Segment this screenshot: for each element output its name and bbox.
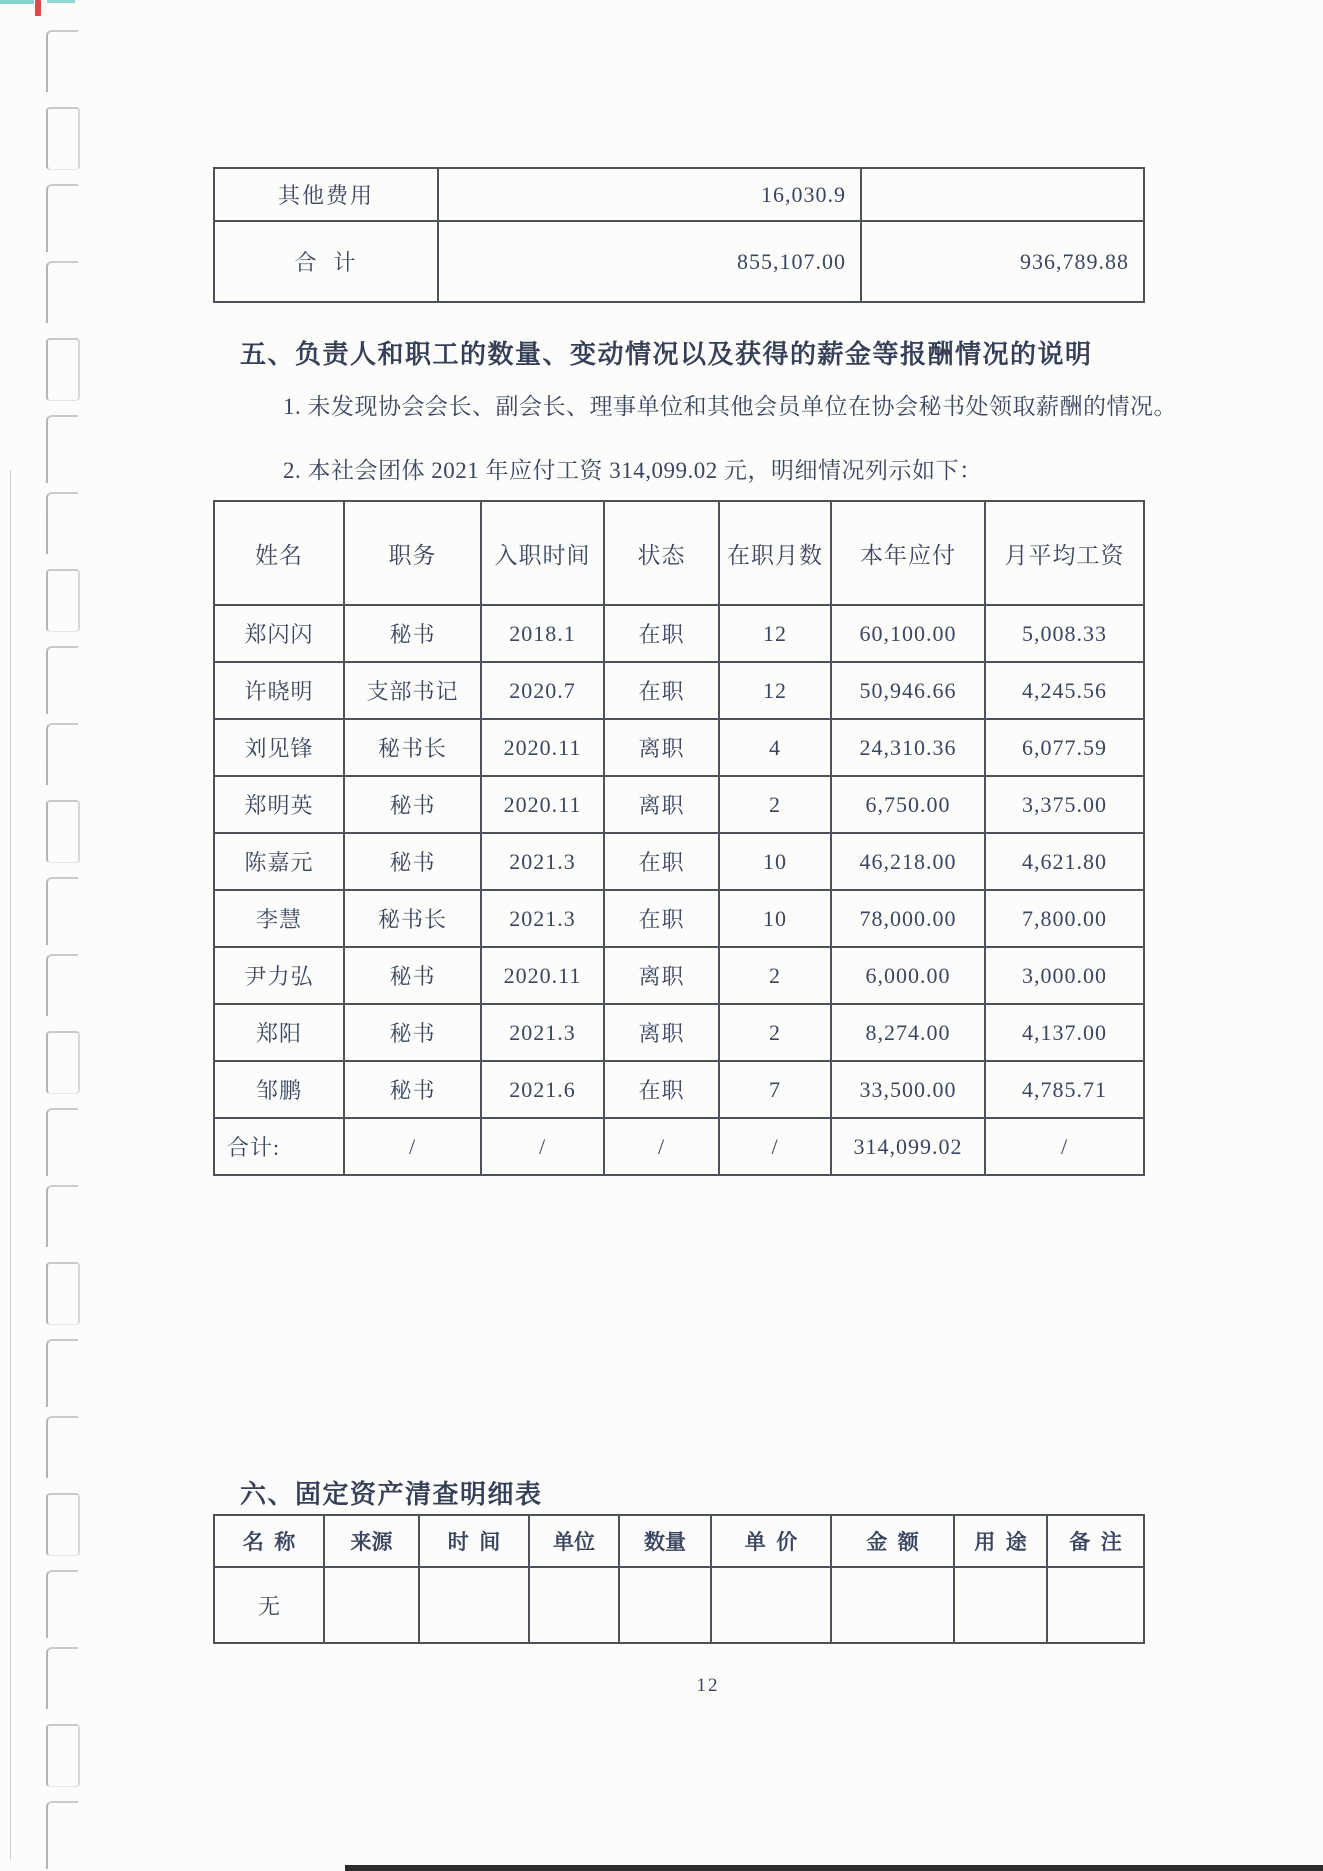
section5-heading: 五、负责人和职工的数量、变动情况以及获得的薪金等报酬情况的说明 [240, 340, 1093, 369]
salary-table-cell: 12 [719, 662, 831, 719]
salary-table-cell: 50,946.66 [831, 662, 985, 719]
salary-table-cell: 尹力弘 [214, 947, 344, 1004]
salary-table-cell: 6,077.59 [985, 719, 1144, 776]
salary-table-cell: 秘书 [344, 947, 481, 1004]
salary-table-row [214, 1118, 1144, 1175]
salary-table-cell: 2 [719, 947, 831, 1004]
salary-table-cell: 24,310.36 [831, 719, 985, 776]
salary-table-header-row [214, 501, 1144, 605]
salary-table-cell: 在职 [604, 662, 719, 719]
assets-table-cell [1047, 1567, 1144, 1643]
salary-table-cell: 4,245.56 [985, 662, 1144, 719]
expense-table-cell: 936,789.88 [861, 221, 1144, 302]
salary-table-cell: / [985, 1118, 1144, 1175]
salary-table-cell: 2 [719, 1004, 831, 1061]
salary-table-cell: 离职 [604, 947, 719, 1004]
salary-table-cell: 2021.3 [481, 890, 604, 947]
binding-strip [0, 0, 100, 1871]
salary-table-cell: 5,008.33 [985, 605, 1144, 662]
assets-table-header-cell: 金 额 [831, 1515, 954, 1567]
salary-table-cell: 郑明英 [214, 776, 344, 833]
salary-table-cell: 秘书 [344, 833, 481, 890]
salary-table-cell: 2 [719, 776, 831, 833]
salary-table-cell: 33,500.00 [831, 1061, 985, 1118]
salary-table-cell: / [719, 1118, 831, 1175]
salary-table-cell: 秘书 [344, 605, 481, 662]
binding-mark [46, 1031, 80, 1094]
salary-table-cell: 郑闪闪 [214, 605, 344, 662]
salary-table-cell: 刘见锋 [214, 719, 344, 776]
salary-table-header-cell: 月平均工资 [985, 501, 1144, 605]
salary-table-cell: 4,621.80 [985, 833, 1144, 890]
salary-table-cell: 2020.11 [481, 719, 604, 776]
salary-table-cell: 10 [719, 890, 831, 947]
salary-table-cell: 4 [719, 719, 831, 776]
scan-edge-line [10, 470, 11, 1860]
binding-mark [46, 646, 78, 714]
assets-table-header-cell: 单 价 [711, 1515, 831, 1567]
binding-mark [46, 107, 80, 170]
salary-table-cell: 3,375.00 [985, 776, 1144, 833]
expense-table-cell: 其他费用 [214, 168, 438, 221]
assets-table-cell: 无 [214, 1567, 324, 1643]
salary-table-cell: 在职 [604, 605, 719, 662]
salary-table-cell: 李慧 [214, 890, 344, 947]
expense-table-row [214, 221, 1144, 302]
section5-paragraph-2: 2. 本社会团体 2021 年应付工资 314,099.02 元，明细情况列示如下： [283, 458, 983, 483]
binding-mark [46, 800, 80, 863]
salary-table-cell: / [481, 1118, 604, 1175]
salary-table-row [214, 947, 1144, 1004]
salary-table-cell: 6,750.00 [831, 776, 985, 833]
assets-table-header-cell: 数量 [619, 1515, 711, 1567]
binding-mark [46, 1185, 78, 1247]
fixed-assets-table [213, 1514, 1145, 1644]
salary-table-row [214, 833, 1144, 890]
binding-mark [46, 1262, 80, 1325]
salary-table-cell: 在职 [604, 833, 719, 890]
binding-mark [46, 1647, 78, 1709]
assets-table-cell [954, 1567, 1047, 1643]
binding-mark [46, 569, 80, 632]
assets-table-header-cell: 时 间 [419, 1515, 529, 1567]
scan-teal-mark [0, 0, 34, 4]
salary-table-cell: 许晓明 [214, 662, 344, 719]
salary-table-cell: 10 [719, 833, 831, 890]
salary-table-header-cell: 姓名 [214, 501, 344, 605]
binding-mark [46, 1339, 78, 1407]
salary-table-header-cell: 职务 [344, 501, 481, 605]
salary-table-cell: 在职 [604, 890, 719, 947]
assets-table-header-cell: 名 称 [214, 1515, 324, 1567]
assets-table-header-cell: 用 途 [954, 1515, 1047, 1567]
salary-table-cell: 合计: [214, 1118, 344, 1175]
salary-table-cell: 4,137.00 [985, 1004, 1144, 1061]
binding-mark [46, 1493, 80, 1556]
salary-table-cell: 郑阳 [214, 1004, 344, 1061]
expense-totals-table [213, 167, 1145, 303]
salary-table-cell: 4,785.71 [985, 1061, 1144, 1118]
salary-table-cell: 在职 [604, 1061, 719, 1118]
salary-table-header-cell: 在职月数 [719, 501, 831, 605]
binding-mark [46, 1801, 78, 1869]
expense-table-cell: 16,030.9 [438, 168, 861, 221]
assets-table-cell [619, 1567, 711, 1643]
salary-table [213, 500, 1145, 1176]
salary-table-cell: 秘书 [344, 1004, 481, 1061]
salary-table-row [214, 890, 1144, 947]
expense-table-cell [861, 168, 1144, 221]
binding-mark [46, 1724, 80, 1787]
scan-bottom-bar [345, 1865, 1323, 1871]
assets-table-header-row [214, 1515, 1144, 1567]
binding-mark [46, 338, 80, 401]
assets-table-cell [529, 1567, 619, 1643]
salary-table-cell: 秘书 [344, 1061, 481, 1118]
binding-mark [46, 1570, 78, 1638]
binding-mark [46, 877, 78, 945]
section5-paragraph-1: 1. 未发现协会会长、副会长、理事单位和其他会员单位在协会秘书处领取薪酬的情况。 [283, 394, 1177, 419]
salary-table-row [214, 605, 1144, 662]
binding-mark [46, 261, 78, 323]
scan-teal-mark [47, 0, 75, 3]
salary-table-cell: 秘书长 [344, 890, 481, 947]
salary-table-cell: 7 [719, 1061, 831, 1118]
salary-table-cell: 8,274.00 [831, 1004, 985, 1061]
salary-table-cell: 46,218.00 [831, 833, 985, 890]
salary-table-row [214, 776, 1144, 833]
salary-table-cell: 2020.7 [481, 662, 604, 719]
salary-table-row [214, 1004, 1144, 1061]
section6-heading: 六、固定资产清查明细表 [240, 1480, 543, 1509]
salary-table-cell: 离职 [604, 1004, 719, 1061]
salary-table-cell: 2021.3 [481, 833, 604, 890]
assets-table-cell [324, 1567, 419, 1643]
binding-mark [46, 30, 78, 92]
assets-table-cell [419, 1567, 529, 1643]
salary-table-cell: 陈嘉元 [214, 833, 344, 890]
salary-table-cell: 7,800.00 [985, 890, 1144, 947]
salary-table-cell: 邹鹏 [214, 1061, 344, 1118]
binding-mark [46, 492, 78, 554]
binding-mark [46, 954, 78, 1016]
assets-table-cell [711, 1567, 831, 1643]
salary-table-header-cell: 本年应付 [831, 501, 985, 605]
binding-mark [46, 1108, 78, 1176]
salary-table-header-cell: 入职时间 [481, 501, 604, 605]
binding-mark [46, 1416, 78, 1478]
salary-table-row [214, 662, 1144, 719]
salary-table-row [214, 719, 1144, 776]
salary-table-cell: / [604, 1118, 719, 1175]
expense-table-cell: 855,107.00 [438, 221, 861, 302]
salary-table-cell: 6,000.00 [831, 947, 985, 1004]
salary-table-header-cell: 状态 [604, 501, 719, 605]
salary-table-cell: 2020.11 [481, 947, 604, 1004]
binding-mark [46, 415, 78, 483]
scan-red-mark [35, 0, 41, 16]
salary-table-cell: 支部书记 [344, 662, 481, 719]
salary-table-cell: 12 [719, 605, 831, 662]
salary-table-cell: 离职 [604, 719, 719, 776]
salary-table-cell: 2018.1 [481, 605, 604, 662]
salary-table-cell: 314,099.02 [831, 1118, 985, 1175]
salary-table-cell: / [344, 1118, 481, 1175]
assets-table-cell [831, 1567, 954, 1643]
assets-table-row [214, 1567, 1144, 1643]
salary-table-cell: 3,000.00 [985, 947, 1144, 1004]
page-number: 12 [696, 1675, 720, 1696]
salary-table-cell: 60,100.00 [831, 605, 985, 662]
salary-table-cell: 秘书长 [344, 719, 481, 776]
salary-table-cell: 2021.6 [481, 1061, 604, 1118]
expense-table-row [214, 168, 1144, 221]
binding-mark [46, 184, 78, 252]
salary-table-cell: 78,000.00 [831, 890, 985, 947]
salary-table-cell: 2020.11 [481, 776, 604, 833]
salary-table-cell: 离职 [604, 776, 719, 833]
expense-table-cell: 合 计 [214, 221, 438, 302]
assets-table-header-cell: 单位 [529, 1515, 619, 1567]
salary-table-cell: 秘书 [344, 776, 481, 833]
binding-mark [46, 723, 78, 785]
assets-table-header-cell: 备 注 [1047, 1515, 1144, 1567]
salary-table-cell: 2021.3 [481, 1004, 604, 1061]
salary-table-row [214, 1061, 1144, 1118]
assets-table-header-cell: 来源 [324, 1515, 419, 1567]
